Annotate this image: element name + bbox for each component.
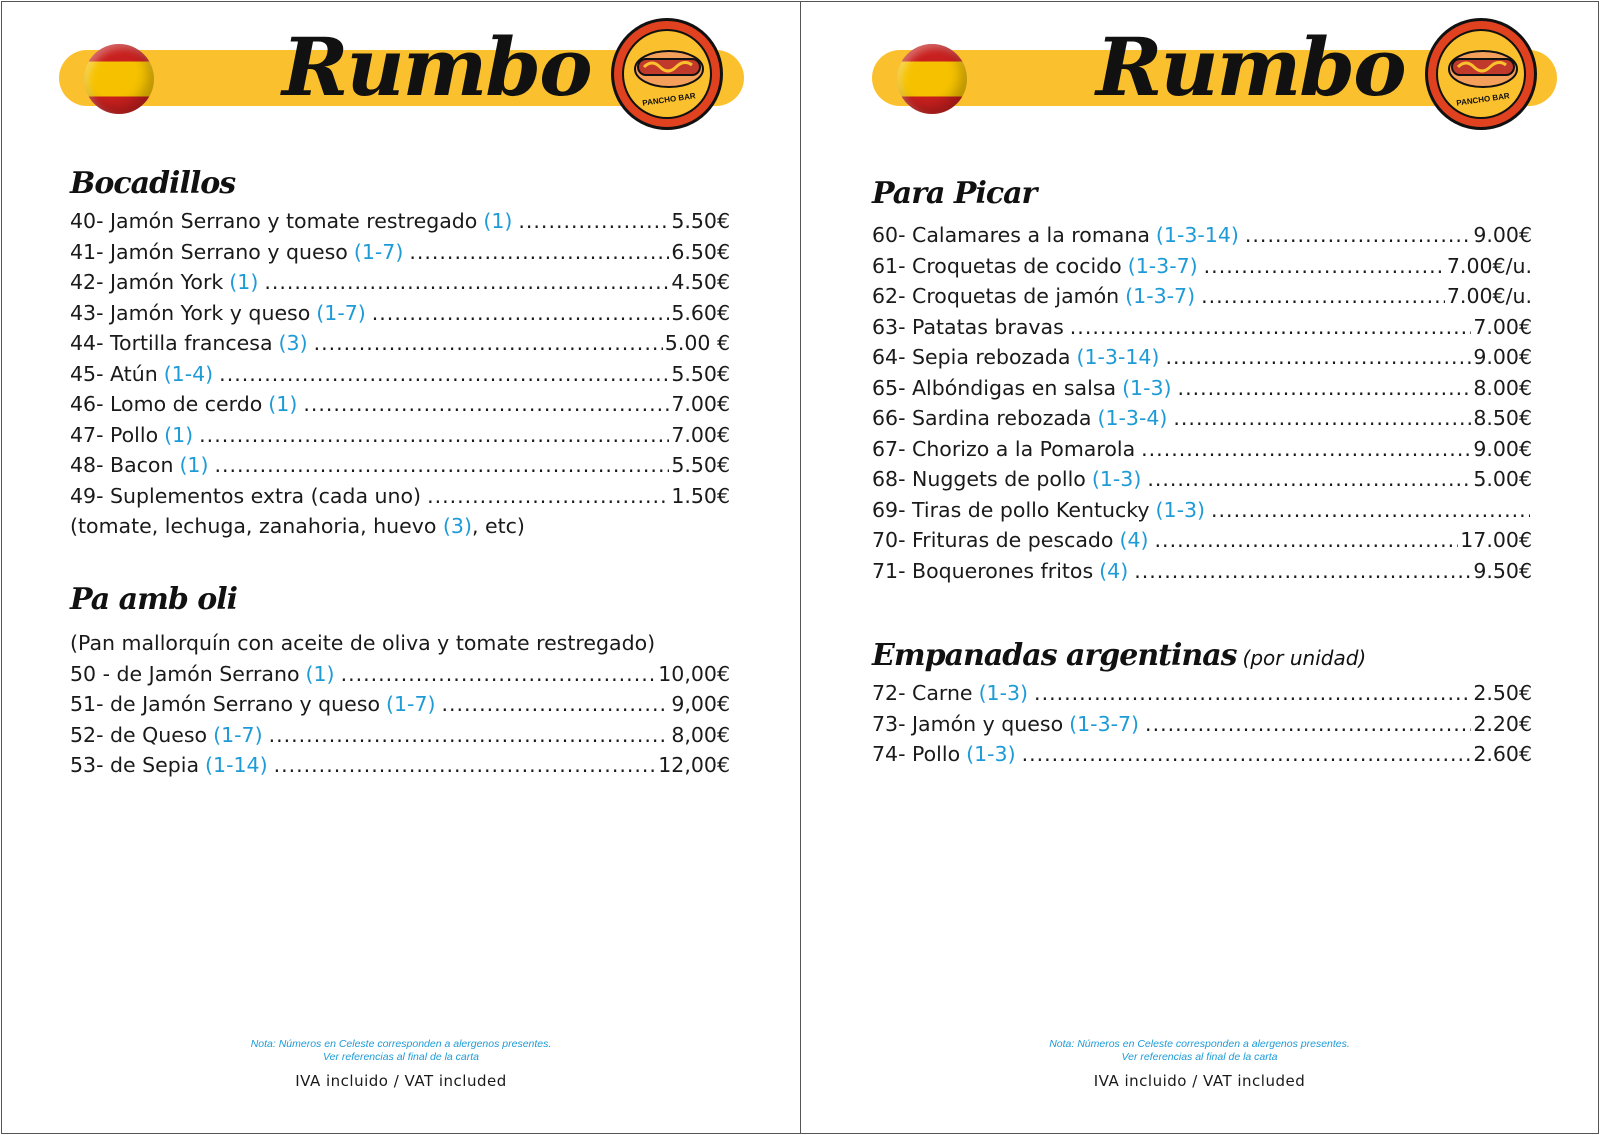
item-price: 5.50€ [671,361,730,386]
menu-item [70,450,730,481]
item-allergens: (1) [268,392,298,416]
dot-leader [274,750,657,781]
vat-note: IVA incluido / VAT included [1093,1072,1306,1090]
menu-item [70,237,730,268]
dot-leader [214,450,669,481]
item-price: 5.50€ [671,453,730,477]
menu-item [70,298,730,329]
menu-footer [801,1038,1598,1090]
item-name: 60- Calamares a la romana [872,223,1150,247]
dot-leader [441,689,669,720]
item-name: 68- Nuggets de pollo [872,467,1086,491]
menu-item [872,251,1532,282]
item-allergens: (1-3) [1091,467,1142,491]
allergen-note-line1: Nota: Números en Celeste corresponden a alergenos presentes. [1049,1038,1350,1050]
menu-item [70,359,730,390]
item-price: 5.50€ [671,209,730,233]
item-name: 48- Bacon [70,453,174,477]
menu-item [70,481,730,512]
section-title: Pa amb oli [70,582,238,617]
dot-leader [199,420,669,451]
item-name: 74- Pollo [872,742,961,766]
section-title [872,634,1532,678]
item-allergens: (1-3) [966,742,1016,766]
item-allergens: (3) [278,331,308,355]
item-name: 63- Patatas bravas [872,314,1064,339]
menu-item [70,328,730,359]
section-description: (Pan mallorquín con aceite de oliva y tomate restregado) [70,631,656,655]
menu-item [70,267,730,298]
item-price: 7.00€/u. [1446,284,1532,308]
menu-item [872,556,1532,587]
item-price: 8,00€ [671,722,730,747]
menu-item [872,525,1532,556]
supplements-note [70,511,730,542]
menu-item [70,659,730,690]
menu-item [872,464,1532,495]
dot-leader [269,720,670,751]
dot-leader [1245,220,1471,251]
item-allergens: (1) [483,209,513,233]
menu-item [872,220,1532,251]
item-name: 40- Jamón Serrano y tomate restregado [70,209,478,233]
item-allergens: (1-7) [386,692,436,716]
item-name: 51- de Jamón Serrano y queso [70,692,380,716]
menu-item [872,434,1532,465]
item-price: 9.00€ [1473,223,1532,247]
note-allergen: (3) [442,514,472,538]
dot-leader [1034,678,1471,709]
item-price: 2.50€ [1473,681,1532,705]
menu-item [70,720,730,751]
item-price: 1.50€ [671,483,730,508]
menu-item [70,750,730,781]
menu-page-right [800,1,1599,1134]
item-list [872,220,1532,586]
dot-leader [303,389,669,420]
item-allergens: (1-4) [163,361,214,386]
pancho-bar-logo [1425,18,1537,130]
menu-item [70,420,730,451]
menu-footer [2,1038,800,1090]
item-name: 72- Carne [872,681,973,705]
section-title-text: Empanadas argentinas [872,638,1237,673]
dot-leader [1211,495,1530,526]
dot-leader [219,359,669,390]
pancho-bar-logo [611,18,723,130]
dot-leader [314,328,663,359]
section-empanadas [872,634,1532,770]
item-allergens: (1-3-14) [1155,223,1239,247]
item-price: 9,00€ [671,692,730,716]
allergen-note-line2: Ver referencias al final de la carta [1121,1051,1278,1063]
dot-leader [1145,709,1471,740]
menu-header [2,2,800,142]
section-pa-amb-oli [70,578,730,781]
item-name: 69- Tiras de pollo Kentucky [872,497,1150,522]
item-allergens: (1-7) [316,300,366,325]
item-price: 8.00€ [1473,375,1532,400]
item-price: 5.00€ [1473,467,1532,491]
menu-item [872,709,1532,740]
spain-flag-icon [84,44,154,114]
dot-leader [1178,373,1472,404]
note-suffix: , etc) [471,514,525,538]
item-allergens: (1-14) [205,753,268,777]
item-name: 41- Jamón Serrano y queso [70,239,348,264]
item-allergens: (1-3-4) [1097,406,1168,430]
item-name: 45- Atún [70,361,158,386]
item-allergens: (4) [1119,528,1149,552]
menu-item [872,342,1532,373]
item-allergens: (1-7) [353,239,404,264]
item-list [70,206,730,511]
item-price: 7.00€ [671,422,730,447]
dot-leader [341,659,657,690]
item-price: 8.50€ [1473,406,1532,430]
item-name: 44- Tortilla francesa [70,331,273,355]
item-price: 5.60€ [671,300,730,325]
brand-logotype: Rumbo [1096,20,1405,114]
item-list [70,659,730,781]
item-allergens: (1-3-7) [1127,253,1198,278]
item-price: 4.50€ [671,270,730,294]
dot-leader [1070,312,1472,343]
menu-header [801,2,1598,142]
item-name: 53- de Sepia [70,753,200,777]
brand-logotype: Rumbo [282,20,591,114]
item-allergens: (1-3-14) [1076,345,1160,369]
spain-flag-icon [897,44,967,114]
item-price: 9.00€ [1473,345,1532,369]
vat-note: IVA incluido / VAT included [295,1072,507,1090]
dot-leader [264,267,669,298]
item-name: 52- de Queso [70,722,208,747]
dot-leader [409,237,669,268]
item-name: 42- Jamón York [70,270,224,294]
allergen-note-line1: Nota: Números en Celeste corresponden a alergenos presentes. [250,1038,552,1050]
item-allergens: (1-3) [1155,497,1206,522]
menu-item [872,281,1532,312]
item-name: 50 - de Jamón Serrano [70,661,300,686]
menu-item [70,389,730,420]
dot-leader [372,298,670,329]
item-price: 2.60€ [1473,742,1532,766]
item-name: 73- Jamón y queso [872,711,1064,736]
menu-item [872,678,1532,709]
item-name: 61- Croquetas de cocido [872,253,1122,278]
menu-page-left [1,1,801,1134]
item-allergens: (1-3) [1122,375,1172,400]
section-title: Para Picar [872,176,1037,211]
item-list [872,678,1532,770]
logo-caption: PANCHO BAR [641,91,697,108]
menu-item [70,689,730,720]
dot-leader [1165,342,1471,373]
item-name: 67- Chorizo a la Pomarola [872,436,1136,461]
dot-leader [427,481,669,512]
section-bocadillos [70,162,730,542]
item-name: 47- Pollo [70,422,159,447]
dot-leader [1204,251,1445,282]
item-price: 5.00 € [664,331,730,355]
item-price: 2.20€ [1473,711,1532,736]
note-text: (tomate, lechuga, zanahoria, huevo [70,514,437,538]
dot-leader [1022,739,1472,770]
section-title: Bocadillos [70,166,236,201]
item-price: 7.00€ [1473,314,1532,339]
logo-caption: PANCHO BAR [1455,91,1511,108]
item-price: 7.00€ [671,392,730,416]
item-name: 49- Suplementos extra (cada uno) [70,483,422,508]
item-name: 66- Sardina rebozada [872,406,1092,430]
menu-item [872,495,1532,526]
item-price: 12,00€ [658,753,730,777]
item-name: 65- Albóndigas en salsa [872,375,1117,400]
menu-item [872,739,1532,770]
dot-leader [1147,464,1471,495]
item-name: 46- Lomo de cerdo [70,392,263,416]
item-allergens: (1-3) [978,681,1029,705]
menu-item [872,403,1532,434]
item-allergens: (1) [179,453,209,477]
item-name: 70- Frituras de pescado [872,528,1114,552]
item-allergens: (1) [164,422,194,447]
item-allergens: (1) [229,270,259,294]
item-allergens: (4) [1099,558,1129,583]
item-price: 9.50€ [1473,558,1532,583]
item-name: 64- Sepia rebozada [872,345,1071,369]
section-para-picar [872,172,1532,586]
allergen-note-line2: Ver referencias al final de la carta [322,1051,480,1063]
dot-leader [1201,281,1445,312]
dot-leader [1141,434,1471,465]
item-allergens: (1-3-7) [1125,284,1196,308]
item-price: 17.00€ [1460,528,1532,552]
menu-item [70,206,730,237]
dot-leader [1155,525,1459,556]
dot-leader [1134,556,1471,587]
item-allergens: (1) [305,661,335,686]
item-price: 10,00€ [658,661,730,686]
menu-item [872,373,1532,404]
dot-leader [1173,403,1471,434]
item-name: 71- Boquerones fritos [872,558,1094,583]
item-allergens: (1-7) [213,722,263,747]
item-allergens: (1-3-7) [1069,711,1140,736]
menu-item [872,312,1532,343]
item-price: 7.00€/u. [1446,253,1532,278]
item-price: 9.00€ [1473,436,1532,461]
item-price: 6.50€ [671,239,730,264]
item-name: 43- Jamón York y queso [70,300,311,325]
dot-leader [518,206,669,237]
section-subtitle: (por unidad) [1242,646,1367,670]
item-name: 62- Croquetas de jamón [872,284,1120,308]
